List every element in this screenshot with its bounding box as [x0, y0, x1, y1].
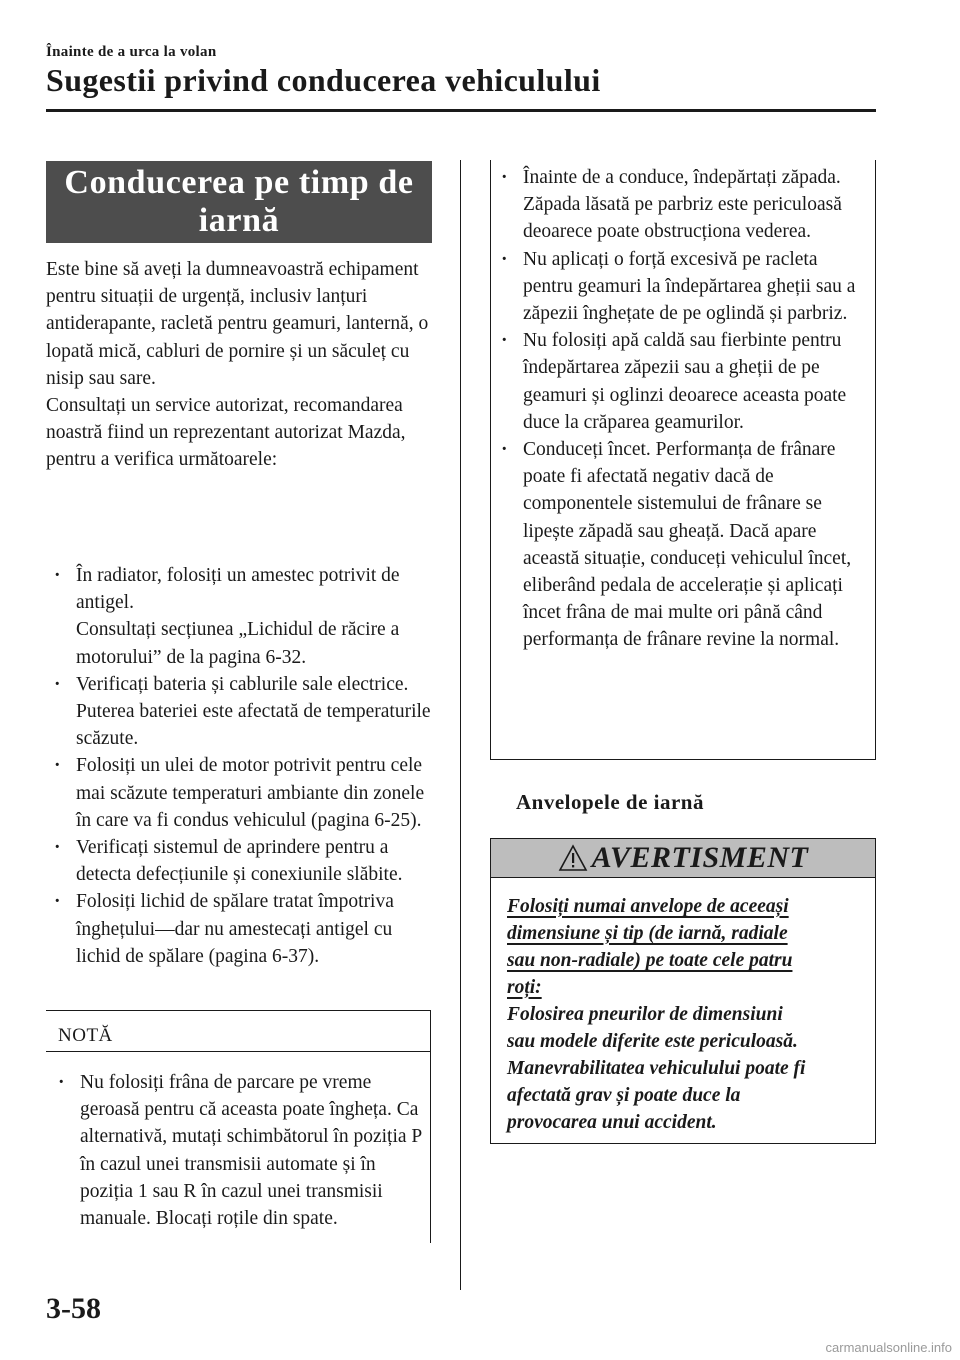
note-divider — [46, 1051, 430, 1052]
chapter-title: Sugestii privind conducerea vehiculului — [46, 62, 601, 98]
warning-underlined-line: sau non-radiale) pe toate cele patru — [507, 950, 793, 971]
list-item: · Înainte de a conduce, îndepărtați zăpada. Zăpada lăsată pe parbriz este periculoasă deoarece poate obstrucționa vederea. — [493, 164, 863, 246]
warning-text — [507, 893, 867, 1136]
section-banner — [46, 161, 432, 243]
intro-paragraph-1: Este bine să aveți la dumneavoastră echipament pentru situații de urgență, inclusiv lanțuri antiderapante, racletă pentru geamuri, lanternă, o lopată mică, cabluri de pornire și un săculeț cu nisip sau sare. — [46, 259, 429, 389]
warning-icon — [558, 844, 588, 872]
warning-line: Folosirea pneurilor de dimensiuni — [507, 1004, 783, 1025]
list-item: · Nu folosiți frâna de parcare pe vreme geroasă pentru că aceasta poate îngheța. Ca alternativă, mutați schimbătorul în poziția P în cazul unei transmisii automate și în poziția 1 sau R în cazul unei transmisii manuale. Blocați roțile din spate. — [50, 1069, 422, 1232]
list-item: · Folosiți lichid de spălare tratat împotriva înghețului―dar nu amestecați antigel cu lichid de spălare (pagina 6-37). — [46, 888, 438, 970]
section-title: Conducerea pe timp de iarnă — [64, 164, 414, 239]
subsection-title: Anvelopele de iarnă — [516, 790, 704, 814]
column-divider — [460, 160, 461, 1290]
warning-line: sau modele diferite este periculoasă. — [507, 1031, 798, 1052]
watermark: carmanualsonline.info — [825, 1340, 952, 1355]
intro-paragraph-2: Consultați un service autorizat, recomandarea noastră fiind un reprezentant autorizat Mazda, pentru a verifica următoarele: — [46, 395, 406, 471]
intro-text — [46, 256, 438, 474]
warning-title: AVERTISMENT — [591, 841, 809, 874]
header-rule — [46, 109, 876, 112]
checklist — [46, 562, 438, 970]
warning-underlined-line: roți: — [507, 977, 542, 998]
warning-underlined-line: dimensiune și tip (de iarnă, radiale — [507, 923, 788, 944]
list-item: · Nu aplicați o forță excesivă pe racleta pentru geamuri la îndepărtarea gheții sau a zăpezii înghețate de pe oglindă și parbriz. — [493, 246, 863, 328]
list-item: · În radiator, folosiți un amestec potrivit de antigel. Consultați secțiunea „Lichidul de răcire a motorului” de la pagina 6-32. — [46, 562, 438, 671]
note-list — [50, 1069, 422, 1232]
warning-line: provocarea unui accident. — [507, 1112, 717, 1133]
list-item: · Folosiți un ulei de motor potrivit pentru cele mai scăzute temperaturi ambiante din zonele în care va fi condus vehiculul (pagina 6-25). — [46, 752, 438, 834]
warning-line: Manevrabilitatea vehiculului poate fi — [507, 1058, 806, 1079]
page-number: 3-58 — [46, 1292, 101, 1325]
tips-box — [490, 160, 876, 760]
warning-line: afectată grav și poate duce la — [507, 1085, 741, 1106]
list-item: · Conduceți încet. Performanța de frânare poate fi afectată negativ dacă de componentele sistemului de frânare se lipește zăpadă sau gheață. Dacă apare această situație, conduceți vehiculul încet, eliberând pedala de accelerație și aplicați încet frâna de mai multe ori până când performanța de frânare revine la normal. — [493, 436, 863, 654]
tips-list — [493, 164, 863, 654]
breadcrumb: Înainte de a urca la volan — [46, 44, 217, 60]
list-item: · Verificați sistemul de aprindere pentru a detecta defecțiunile și conexiunile slăbite. — [46, 834, 438, 888]
warning-box — [490, 838, 876, 1144]
list-item: · Nu folosiți apă caldă sau fierbinte pentru îndepărtarea zăpezii sau a gheții de pe geamuri și oglinzi deoarece aceasta poate duce la crăparea geamurilor. — [493, 327, 863, 436]
list-item: · Verificați bateria și cablurile sale electrice. Puterea bateriei este afectată de temperaturile scăzute. — [46, 671, 438, 753]
warning-header — [491, 839, 875, 878]
note-title: NOTĂ — [58, 1025, 113, 1046]
note-box — [46, 1010, 431, 1243]
warning-underlined-line: Folosiți numai anvelope de aceeași — [507, 896, 789, 917]
